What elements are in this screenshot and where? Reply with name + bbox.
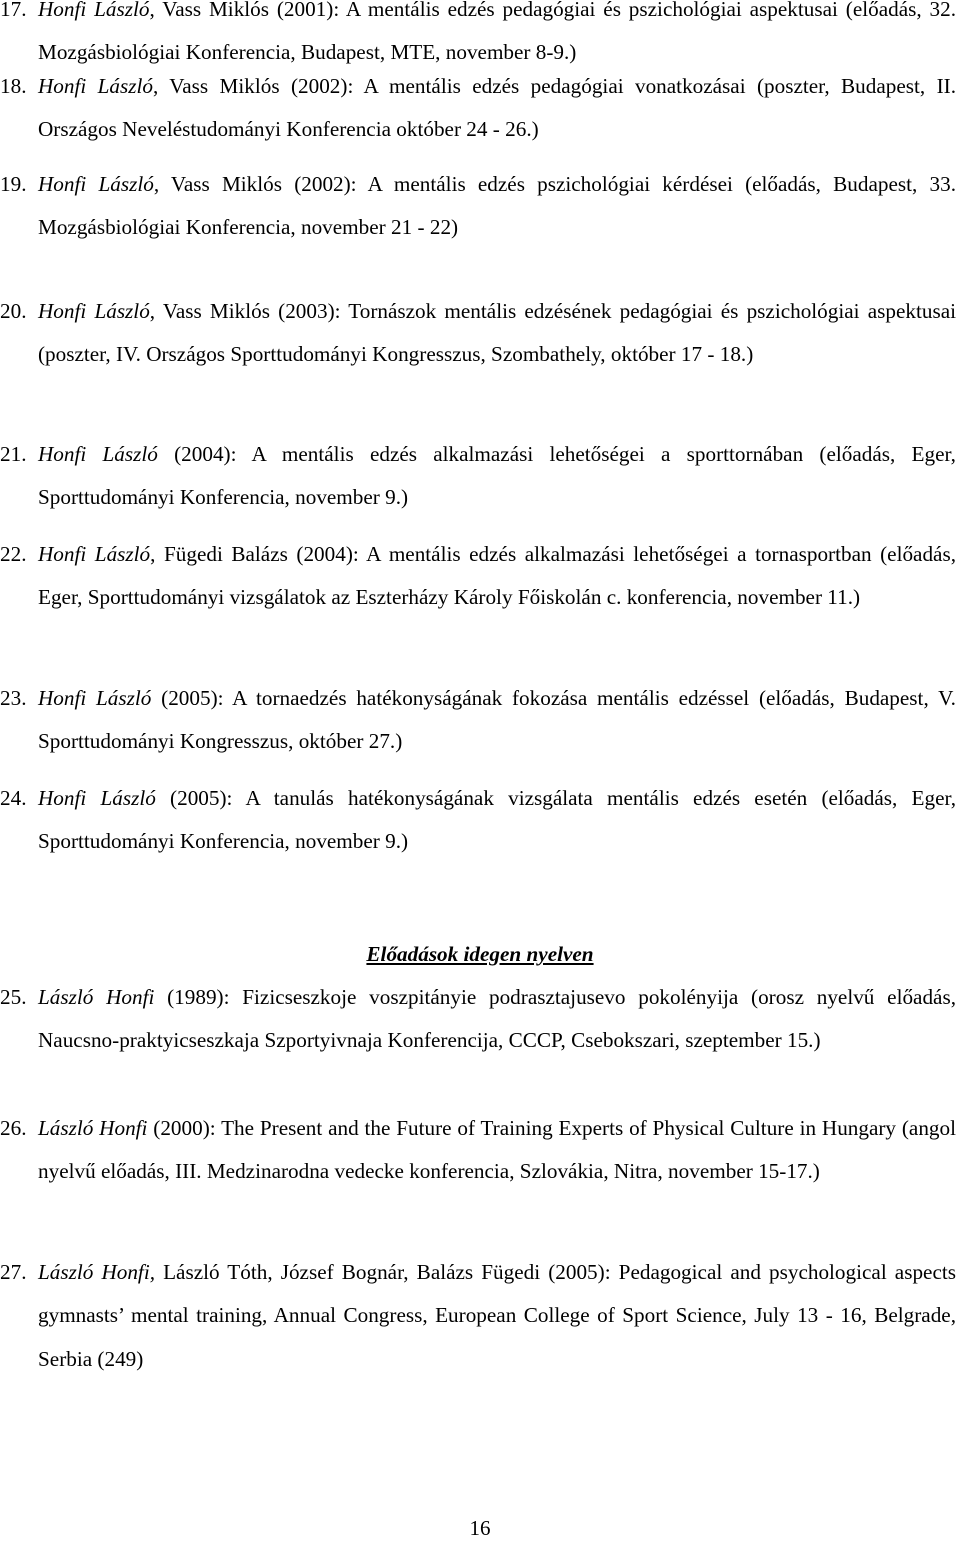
reference-item-19 <box>0 163 956 250</box>
reference-item-18 <box>0 65 956 152</box>
reference-number: 20. <box>0 299 27 323</box>
reference-number: 25. <box>0 985 27 1009</box>
reference-item-17 <box>0 0 956 75</box>
reference-item-22 <box>0 533 956 620</box>
reference-number: 19. <box>0 172 27 196</box>
reference-author: László Honfi, <box>38 1260 156 1284</box>
reference-item-21 <box>0 433 956 520</box>
reference-number: 23. <box>0 686 27 710</box>
reference-text: , Vass Miklós (2001): A mentális edzés pedagógiai és pszichológiai aspektusai (előadás, 32. Mozgásbiológiai Konferencia, Budapest, MTE, november 8-9.) <box>38 0 956 65</box>
reference-item-25 <box>0 976 956 1063</box>
reference-text: (2000): The Present and the Future of Training Experts of Physical Culture in Hungary (angol nyelvű előadás, III. Medzinarodna vedecke konferencia, Szlovákia, Nitra, november 15-17.) <box>38 1116 956 1184</box>
reference-number: 21. <box>0 442 27 466</box>
reference-number: 17. <box>0 0 27 21</box>
page-number: 16 <box>469 1516 491 1540</box>
reference-author: Honfi László <box>38 74 153 98</box>
reference-author: Honfi László <box>38 786 156 810</box>
reference-text: (2005): A tanulás hatékonyságának vizsgálata mentális edzés esetén (előadás, Eger, Sporttudományi Konferencia, november 9.) <box>38 786 956 854</box>
reference-number: 22. <box>0 542 27 566</box>
reference-text: (2004): A mentális edzés alkalmazási lehetőségei a sporttornában (előadás, Eger, Sporttudományi Konferencia, november 9.) <box>38 442 956 510</box>
reference-text: , Vass Miklós (2002): A mentális edzés pedagógiai vonatkozásai (poszter, Budapest, II. Országos Neveléstudományi Konferencia október 24 - 26.) <box>38 74 956 142</box>
reference-author: Honfi László <box>38 686 152 710</box>
reference-author: Honfi László <box>38 172 154 196</box>
reference-item-20 <box>0 290 956 377</box>
reference-author: Honfi László <box>38 542 151 566</box>
reference-text: (1989): Fizicseszkoje voszpitányie podrasztajusevo pokolényija (orosz nyelvű előadás, Naucsno-praktyicseszkaja Szportyivnaja Konferencija, CCCP, Csebokszari, szeptember 15.) <box>38 985 956 1053</box>
reference-author: Honfi László <box>38 299 150 323</box>
reference-author: Honfi László <box>38 442 158 466</box>
reference-text: , Vass Miklós (2003): Tornászok mentális edzésének pedagógiai és pszichológiai aspektusai (poszter, IV. Országos Sporttudományi Kongresszus, Szombathely, október 17 - 18.) <box>38 299 956 367</box>
reference-number: 27. <box>0 1260 27 1284</box>
reference-author: Honfi László <box>38 0 150 21</box>
reference-item-23 <box>0 677 956 764</box>
reference-text: László Tóth, József Bognár, Balázs Fügedi (2005): Pedagogical and psychological aspects gymnasts’ mental training, Annual Congress, European College of Sport Science, July 13 - 16, Belgrade, Serbia (249) <box>38 1260 956 1371</box>
reference-text: , Vass Miklós (2002): A mentális edzés pszichológiai kérdései (előadás, Budapest, 33. Mozgásbiológiai Konferencia, november 21 - 22) <box>38 172 956 240</box>
reference-item-26 <box>0 1107 956 1194</box>
reference-item-27 <box>0 1251 956 1381</box>
reference-number: 24. <box>0 786 27 810</box>
reference-item-24 <box>0 777 956 864</box>
reference-number: 26. <box>0 1116 27 1140</box>
reference-text: (2005): A tornaedzés hatékonyságának fokozása mentális edzéssel (előadás, Budapest, V. Sporttudományi Kongresszus, október 27.) <box>38 686 956 754</box>
reference-author: László Honfi <box>38 1116 148 1140</box>
reference-text: , Fügedi Balázs (2004): A mentális edzés alkalmazási lehetőségei a tornasportban (előadás, Eger, Sporttudományi vizsgálatok az Eszterházy Károly Főiskolán c. konferencia, november 11.) <box>38 542 956 610</box>
reference-author: László Honfi <box>38 985 155 1009</box>
reference-number: 18. <box>0 74 27 98</box>
section-heading: Előadások idegen nyelven <box>366 942 594 966</box>
